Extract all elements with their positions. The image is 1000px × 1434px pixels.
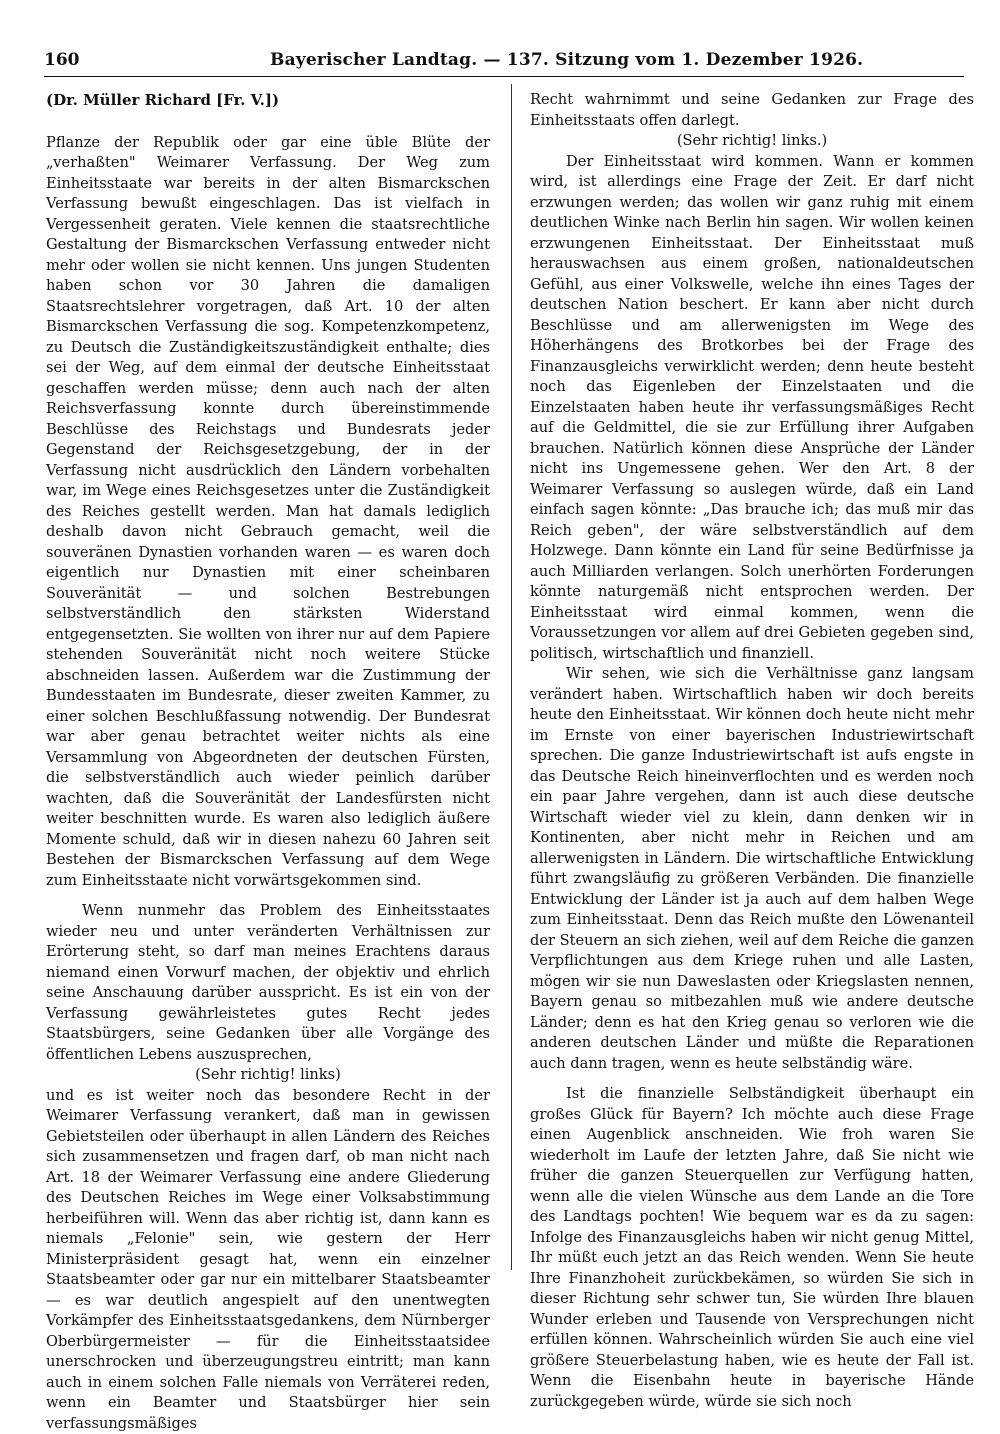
speaker-name: (Dr. Müller Richard [Fr. V.]) (46, 90, 490, 111)
running-header (44, 50, 964, 77)
header-title: Bayerischer Landtag. — 137. Sitzung vom 1. Dezember 1926. (270, 50, 863, 70)
page-number: 160 (44, 50, 80, 70)
right-column (530, 90, 974, 1270)
paragraph: Recht wahrnimmt und seine Gedanken zur Frage des Einheitsstaats offen darlegt. (530, 90, 974, 131)
paragraph: Wir sehen, wie sich die Verhältnisse ganz langsam verändert haben. Wirtschaftlich haben wir doch bereits heute den Einheitsstaat. Wir können doch heute nicht mehr im Ernste von einer bayerischen Industriewirtschaft sprechen. Die ganze Industriewirtschaft ist aufs engste in das Deutsche Reich hineinverflochten und es werden noch ein paar Jahre vergehen, dann ist auch diese deutsche Wirtschaft wieder viel zu klein, dann denken wir in Kontinenten, aber nicht mehr in Reichen und am allerwenigsten in Ländern. Die wirtschaftliche Entwicklung führt zwangsläufig zu größeren Verbänden. Die finanzielle Entwicklung der Länder ist ja auch auf dem halben Wege zum Einheitsstaat. Denn das Reich mußte den Löwenanteil der Steuern an sich ziehen, weil auf dem Reiche die ganzen Verpflichtungen aus dem Kriege ruhen und alle Lasten, mögen wir sie nun Daweslasten oder Kriegslasten nennen, Bayern genau so mitbezahlen muß wie andere deutsche Länder; denn es hat den Krieg genau so verloren wie die anderen deutschen Länder und müßte die Reparationen auch dann tragen, wenn es heute selbständig wäre. (530, 664, 974, 1074)
paragraph: Pflanze der Republik oder gar eine üble Blüte der „verhaßten" Weimarer Verfassung. Der Weg zum Einheitsstaate war bereits in der alten Bismarckschen Verfassung bewußt eingeschlagen. Das ist vielfach in Vergessenheit geraten. Viele kennen die staatsrechtliche Gestaltung der Bismarckschen Verfassung entweder nicht mehr oder wollen sie nicht kennen. Uns jungen Studenten haben schon vor 30 Jahren die damaligen Staatsrechtslehrer vorgetragen, daß Art. 10 der alten Bismarckschen Verfassung die sog. Kompetenzkompetenz, zu Deutsch die Zuständigkeitszuständigkeit enthalte; dies sei der Weg, auf dem einmal der deutsche Einheitsstaat geschaffen werden müsse; denn auch nach der alten Reichsverfassung konnte durch übereinstimmende Beschlüsse des Reichstags und Bundesrats jeder Gegenstand der Reichsgesetzgebung, der in der Verfassung nicht ausdrücklich den Ländern vorbehalten war, im Wege eines Reichsgesetzes unter die Zuständigkeit des Reiches gestellt werden. Man hat damals lediglich deshalb davon nicht Gebrauch gemacht, weil die souveränen Dynastien vorhanden waren — es waren doch eigentlich nur Dynastien mit einer scheinbaren Souveränität — und solchen Bestrebungen selbstverständlich den stärksten Widerstand entgegensetzten. Sie wollten von ihrer nur auf dem Papiere stehenden Souveränität nicht noch weitere Stücke abschneiden lassen. Außerdem war die Zustimmung der Bundesstaaten im Bundesrate, dieser zweiten Kammer, zu einer solchen Beschlußfassung notwendig. Der Bundesrat war aber genau betrachtet weiter nichts als eine Versammlung von Abgeordneten der deutschen Fürsten, die selbstverständlich auch wieder peinlich darüber wachten, daß die Souveränität der Landesfürsten nicht weiter beschnitten wurde. Es waren also lediglich äußere Momente schuld, daß wir in diesen nahezu 60 Jahren seit Bestehen der Bismarckschen Verfassung auf dem Wege zum Einheitsstaate nicht vorwärtsgekommen sind. (46, 133, 490, 892)
left-column (46, 90, 490, 1270)
paragraph: und es ist weiter noch das besondere Recht in der Weimarer Verfassung verankert, daß man in gewissen Gebietsteilen oder überhaupt in allen Ländern des Reiches sich zusammensetzen und fragen darf, ob man nicht nach Art. 18 der Weimarer Verfassung eine andere Gliederung des Deutschen Reiches im Wege einer Volksabstimmung herbeiführen will. Wenn das aber richtig ist, dann kann es niemals „Felonie" sein, wie gestern der Herr Ministerpräsident gesagt hat, wenn ein einzelner Staatsbeamter oder gar nur ein mittelbarer Staatsbeamter — es war deutlich angespielt auf den unentwegten Vorkämpfer des Einheitsstaatsgedankens, dem Nürnberger Oberbürgermeister — für die Einheitsstaatsidee unerschrocken und überzeugungstreu eintritt; man kann auch in einem solchen Falle niemals von Verräterei reden, wenn ein Beamter und Staatsbürger hier sein verfassungsmäßiges (46, 1086, 490, 1434)
paragraph: Wenn nunmehr das Problem des Einheitsstaates wieder neu und unter veränderten Verhältnissen zur Erörterung steht, so darf man meines Erachtens daraus niemand einen Vorwurf machen, der objektiv und ehrlich seine Anschauung darüber ausspricht. Es ist ein von der Verfassung gewährleistetes gutes Recht jedes Staatsbürgers, seine Gedanken über alle Vorgänge des öffentlichen Lebens auszusprechen, (46, 901, 490, 1065)
interjection: (Sehr richtig! links) (46, 1065, 490, 1086)
interjection: (Sehr richtig! links.) (530, 131, 974, 152)
paragraph: Der Einheitsstaat wird kommen. Wann er kommen wird, ist allerdings eine Frage der Zeit. Er darf nicht erzwungen werden; das wollen wir ganz ruhig mit einem deutlichen Winke nach Berlin hin sagen. Wir wollen keinen erzwungenen Einheitsstaat. Der Einheitsstaat muß herauswachsen aus einem großen, nationaldeutschen Gefühl, aus einer Volkswelle, welche ihn eines Tages der deutschen Nation beschert. Er kann aber nicht durch Beschlüsse und am allerwenigsten im Wege des Höherhängens des Brotkorbes bei der Frage des Finanzausgleichs verwirklicht werden; denn heute besteht noch das Eigenleben der Einzelstaaten und die Einzelstaaten haben heute ihr verfassungsmäßiges Recht auf die Geldmittel, die sie zur Erfüllung ihrer Aufgaben brauchen. Natürlich können diese Ansprüche der Länder nicht ins Ungemessene gehen. Wer den Art. 8 der Weimarer Verfassung so auslegen würde, daß ein Land einfach sagen könnte: „Das brauche ich; das muß mir das Reich geben", der wäre selbstverständlich auf dem Holzwege. Dann könnte ein Land für seine Bedürfnisse ja auch Milliarden verlangen. Solch unerhörten Forderungen könnte naturgemäß nicht entsprochen werden. Der Einheitsstaat wird einmal kommen, wenn die Voraussetzungen vor allem auf drei Gebieten gegeben sind, politisch, wirtschaftlich und finanziell. (530, 152, 974, 665)
column-divider (511, 84, 512, 1270)
paragraph: Ist die finanzielle Selbständigkeit überhaupt ein großes Glück für Bayern? Ich möchte auch diese Frage einen Augenblick anschneiden. Wie froh waren Sie wiederholt im Laufe der letzten Jahre, daß Sie nicht wie früher die ganzen Steuerquellen zur Verfügung hatten, wenn alle die vielen Wünsche aus dem Lande an die Tore des Landtags pochten! Wie bequem war es da zu sagen: Infolge des Finanzausgleichs haben wir nicht genug Mittel, Ihr müßt euch jetzt an das Reich wenden. Wenn Sie heute Ihre Finanzhoheit zurückbekämen, so würden Sie sich in dieser Richtung sehr schwer tun, Sie würden Ihre blauen Wunder erleben und Tausende von Versprechungen nicht erfüllen können. Wahrscheinlich würden Sie auch eine viel größere Steuerbelastung haben, wie es heute der Fall ist. Wenn die Eisenbahn heute in bayerische Hände zurückgegeben würde, würde sie sich noch (530, 1084, 974, 1412)
